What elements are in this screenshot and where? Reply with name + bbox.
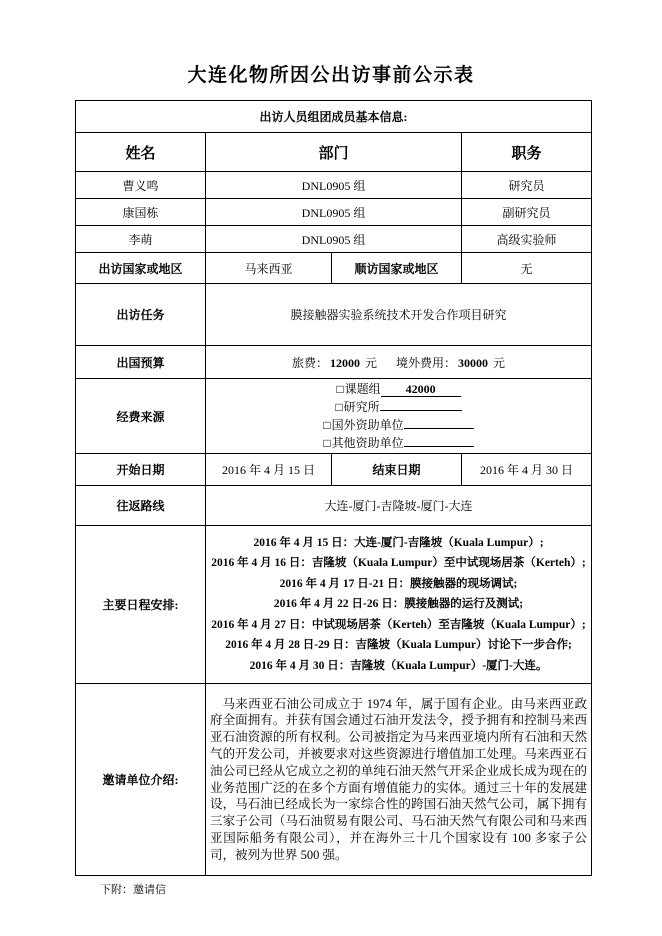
funding-options [206, 379, 592, 454]
end-date-label: 结束日期 [332, 454, 462, 486]
budget-abroad-amount: 30000 [458, 355, 489, 370]
schedule-line: 2016 年 4 月 30 日：吉隆坡（Kuala Lumpur）-厦门-大连。 [249, 659, 548, 672]
task-label: 出访任务 [76, 284, 206, 346]
member-name: 曹义鸣 [76, 172, 206, 199]
funding-option-value [404, 415, 474, 429]
budget-row [76, 346, 592, 379]
checkbox-icon: □ [323, 436, 331, 450]
route-label: 往返路线 [76, 486, 206, 526]
schedule-content [206, 526, 592, 684]
checkbox-icon: □ [336, 382, 344, 396]
task-value: 膜接触器实验系统技术开发合作项目研究 [206, 284, 592, 346]
member-name: 康国栋 [76, 199, 206, 226]
member-department: DNL0905 组 [206, 226, 462, 253]
funding-option-label: 国外资助单位 [331, 418, 404, 432]
budget-abroad-label: 境外费用： [396, 355, 457, 370]
schedule-line: 2016 年 4 月 27 日：中试现场居茶（Kerteh）至吉隆坡（Kuala Lumpur）; [211, 618, 586, 631]
destination-label: 出访国家或地区 [76, 253, 206, 284]
footer-note: 下附：邀请信 [100, 884, 166, 896]
end-date-value: 2016 年 4 月 30 日 [462, 454, 592, 486]
budget-value [206, 346, 592, 379]
schedule-row [76, 526, 592, 684]
members-header-row [76, 133, 592, 172]
checkbox-icon: □ [335, 400, 343, 414]
budget-travel-amount: 12000 [329, 355, 360, 370]
member-position: 高级实验师 [462, 226, 592, 253]
budget-travel-unit: 元 [364, 355, 377, 370]
budget-travel-label: 旅费： [291, 355, 328, 370]
member-name: 李萌 [76, 226, 206, 253]
task-row [76, 284, 592, 346]
member-position: 副研究员 [462, 199, 592, 226]
transit-label: 顺访国家或地区 [332, 253, 462, 284]
member-department: DNL0905 组 [206, 172, 462, 199]
section-header: 出访人员组团成员基本信息: [76, 101, 592, 133]
start-date-label: 开始日期 [76, 454, 206, 486]
col-header-name: 姓名 [76, 133, 206, 172]
funding-option-value [380, 397, 462, 411]
form-table [75, 100, 592, 876]
col-header-position: 职务 [462, 133, 592, 172]
dates-row [76, 454, 592, 486]
funding-option-label: 研究所 [343, 400, 380, 414]
page-title: 大连化物所因公出访事前公示表 [187, 65, 475, 86]
member-department: DNL0905 组 [206, 199, 462, 226]
col-header-department: 部门 [206, 133, 462, 172]
schedule-line: 2016 年 4 月 17 日-21 日：膜接触器的现场调试; [279, 577, 518, 590]
funding-option-value: 42000 [381, 383, 461, 397]
invite-paragraph: 马来西亚石油公司成立于 1974 年，属于国有企业。由马来西亚政府全面拥有。并获有国会通过石油开发法令，授予拥有和控制马来西亚石油资源的所有权利。公司被指定为马来西亚境内所有石油和天然气的开发公司，并被要求对这些资源进行增值加工处理。马来西亚石油公司已经从它成立之初的单纯石油天然气开采企业成长成为现在的业务范围广泛的在多个方面有增值能力的实体。通过三十年的发展建设，马石油已经成长为一家综合性的跨国石油天然气公司，属下拥有三家子公司（马石油贸易有限公司、马石油天然气有限公司和马来西亚国际船务有限公司），并在海外三十几个国家设有 100 多家子公司，被列为世界 500 强。 [210, 696, 587, 862]
schedule-label: 主要日程安排: [76, 526, 206, 684]
inviter-row [76, 684, 592, 876]
member-position: 研究员 [462, 172, 592, 199]
funding-label: 经费来源 [76, 379, 206, 454]
schedule-line: 2016 年 4 月 15 日：大连-厦门-吉隆坡（Kuala Lumpur）; [253, 536, 544, 549]
inviter-content [206, 684, 592, 876]
route-row [76, 486, 592, 526]
section-header-row [76, 101, 592, 133]
funding-option-label: 课题组 [344, 382, 381, 396]
funding-option-label: 其他资助单位 [331, 436, 404, 450]
table-row [76, 199, 592, 226]
schedule-line: 2016 年 4 月 22 日-26 日：膜接触器的运行及测试; [273, 598, 524, 611]
checkbox-icon: □ [323, 418, 331, 432]
table-row [76, 226, 592, 253]
funding-option [210, 381, 587, 397]
route-value: 大连-厦门-吉隆坡-厦门-大连 [206, 486, 592, 526]
funding-option [210, 397, 587, 415]
destination-value: 马来西亚 [206, 253, 332, 284]
schedule-line: 2016 年 4 月 28 日-29 日：吉隆坡（Kuala Lumpur）讨论下一步合作; [225, 639, 572, 652]
budget-label: 出国预算 [76, 346, 206, 379]
transit-value: 无 [462, 253, 592, 284]
destination-row [76, 253, 592, 284]
funding-option-value [404, 433, 474, 447]
funding-option [210, 433, 587, 451]
inviter-label: 邀请单位介绍: [76, 684, 206, 876]
funding-row [76, 379, 592, 454]
schedule-line: 2016 年 4 月 16 日：吉隆坡（Kuala Lumpur）至中试现场居茶（Kerteh）; [211, 557, 586, 570]
funding-option [210, 415, 587, 433]
table-row [76, 172, 592, 199]
start-date-value: 2016 年 4 月 15 日 [206, 454, 332, 486]
budget-abroad-unit: 元 [493, 355, 506, 370]
